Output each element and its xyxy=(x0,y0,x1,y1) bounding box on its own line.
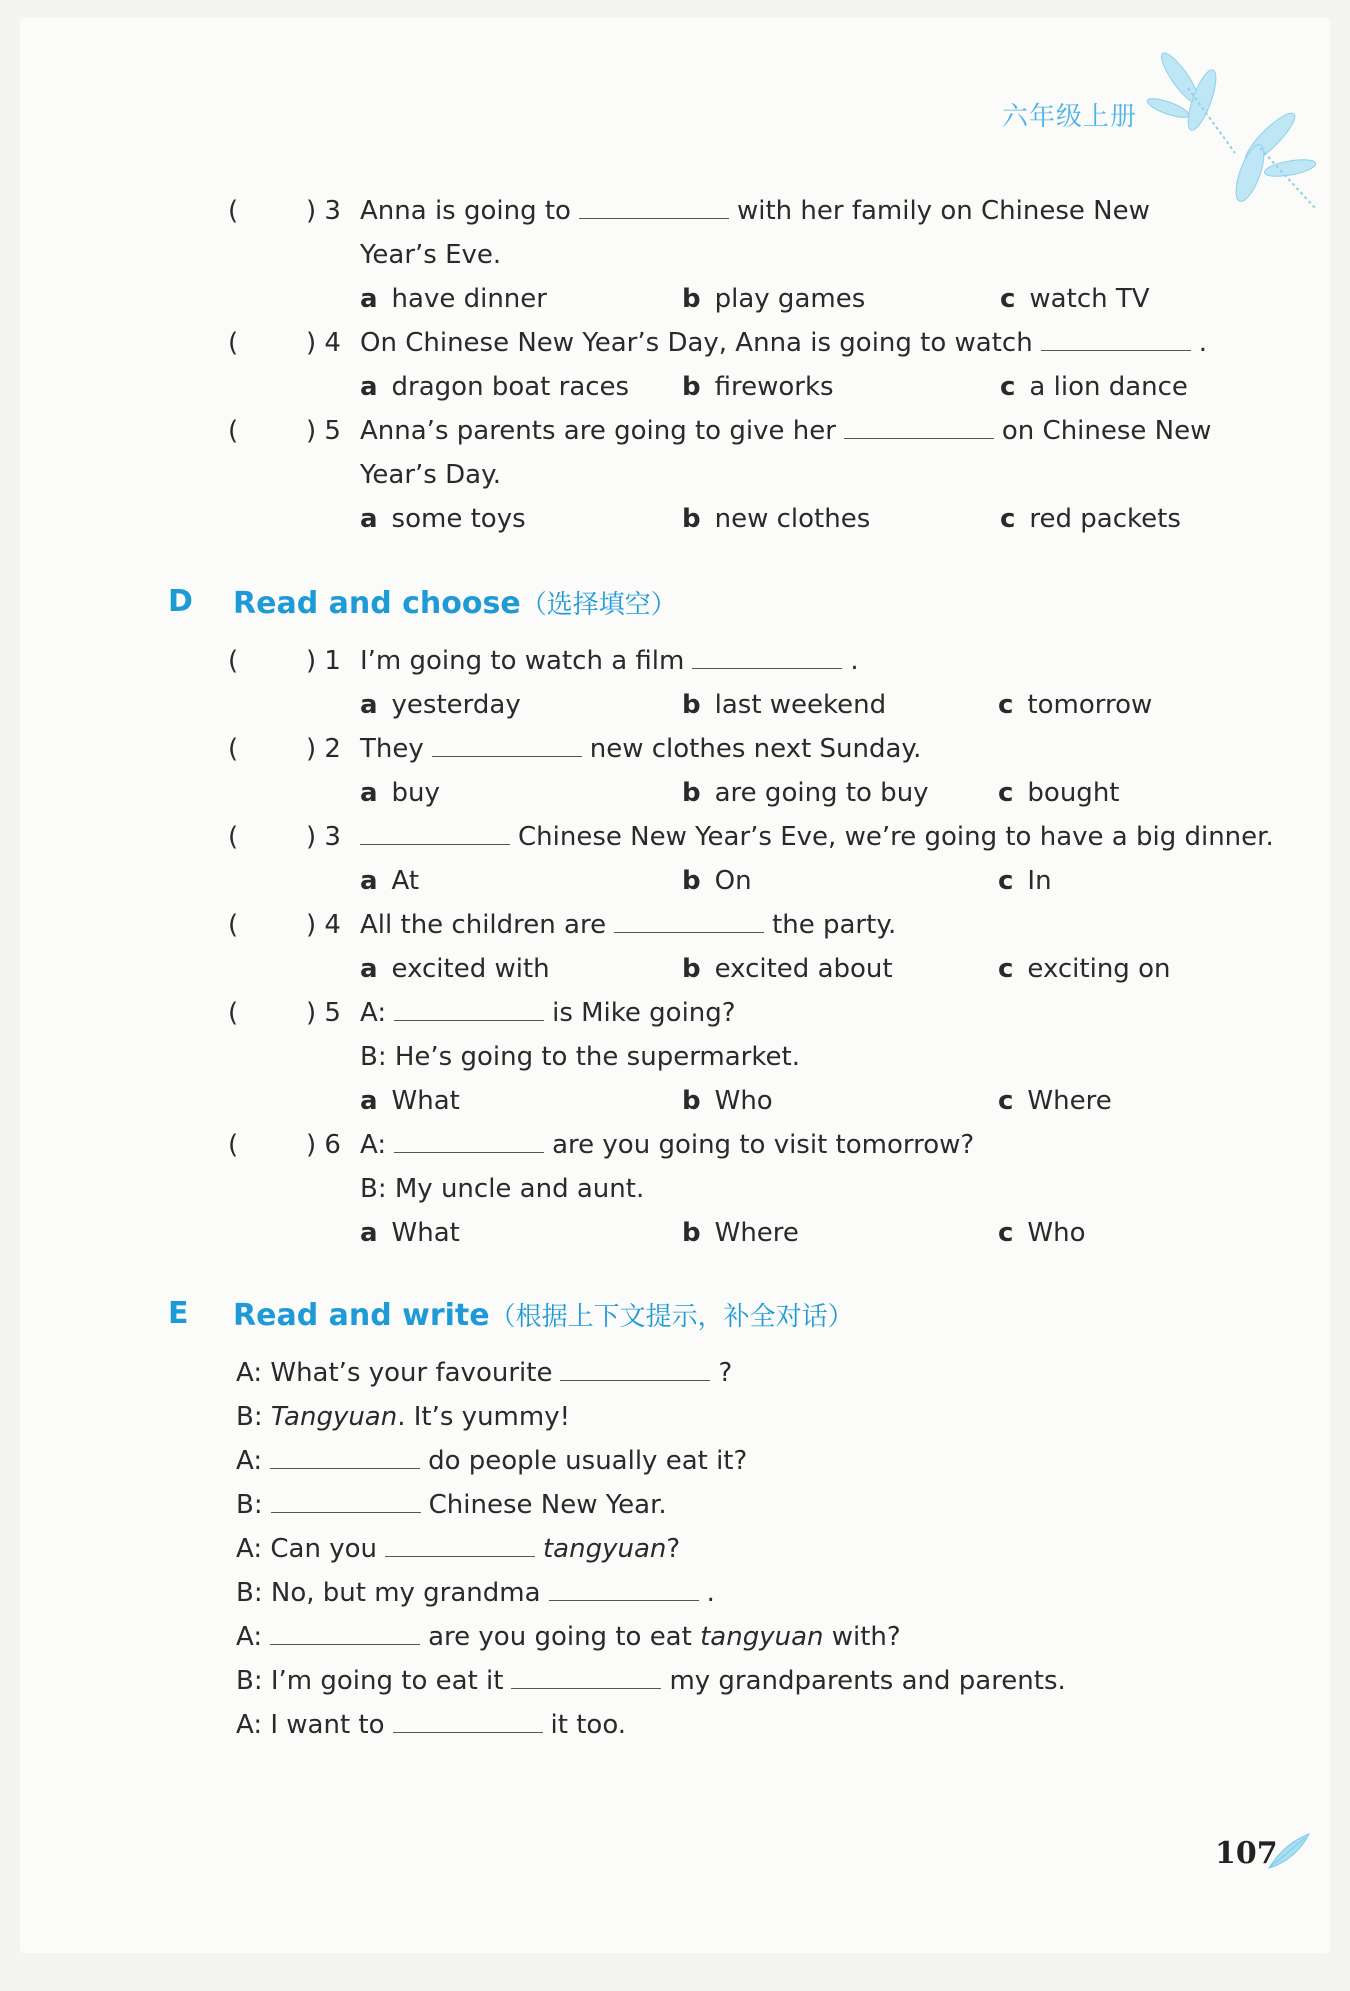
answer-paren-open: ( xyxy=(228,1130,239,1160)
option-c[interactable]: c In xyxy=(998,866,1052,896)
dialogue-line: B: No, but my grandma . xyxy=(236,1578,715,1608)
question-text-continued: Year’s Day. xyxy=(360,460,502,490)
question-number: ) 1 xyxy=(306,646,341,676)
answer-blank[interactable] xyxy=(270,1622,420,1645)
answer-blank[interactable] xyxy=(270,1446,420,1469)
question-number: ) 4 xyxy=(306,328,341,358)
answer-blank[interactable] xyxy=(549,1578,699,1601)
question-text-continued: B: My uncle and aunt. xyxy=(360,1174,645,1204)
option-a[interactable]: a What xyxy=(360,1218,460,1248)
dialogue-line: B: I’m going to eat it my grandparents and parents. xyxy=(236,1666,1066,1696)
option-b[interactable]: b excited about xyxy=(682,954,893,984)
answer-paren-open: ( xyxy=(228,734,239,764)
option-b[interactable]: b are going to buy xyxy=(682,778,929,808)
question-text: Anna’s parents are going to give her on Chinese New xyxy=(360,416,1212,446)
answer-blank[interactable] xyxy=(360,822,510,845)
dialogue-line: A: Can you tangyuan? xyxy=(236,1534,681,1564)
option-b[interactable]: b new clothes xyxy=(682,504,871,534)
question-number: ) 6 xyxy=(306,1130,341,1160)
feather-icon xyxy=(1265,1832,1313,1872)
answer-blank[interactable] xyxy=(394,1130,544,1153)
section-e-letter: E xyxy=(168,1296,189,1331)
section-e-title: Read and write（根据上下文提示，补全对话） xyxy=(233,1298,854,1333)
question-text-continued: B: He’s going to the supermarket. xyxy=(360,1042,800,1072)
question-text: They new clothes next Sunday. xyxy=(360,734,922,764)
answer-blank[interactable] xyxy=(1041,328,1191,351)
answer-paren-open: ( xyxy=(228,822,239,852)
dialogue-line: B: Chinese New Year. xyxy=(236,1490,667,1520)
answer-blank[interactable] xyxy=(271,1490,421,1513)
dialogue-line: B: Tangyuan. It’s yummy! xyxy=(236,1402,571,1432)
option-c[interactable]: c red packets xyxy=(1000,504,1181,534)
question-text: Anna is going to with her family on Chinese New xyxy=(360,196,1150,226)
grade-label: 六年级上册 xyxy=(1002,102,1138,132)
question-text-continued: Year’s Eve. xyxy=(360,240,502,270)
page-number: 107 xyxy=(1215,1836,1278,1871)
answer-blank[interactable] xyxy=(511,1666,661,1689)
question-number: ) 5 xyxy=(306,998,341,1028)
question-number: ) 3 xyxy=(306,822,341,852)
option-b[interactable]: b Who xyxy=(682,1086,773,1116)
answer-blank[interactable] xyxy=(579,196,729,219)
answer-blank[interactable] xyxy=(385,1534,535,1557)
option-c[interactable]: c tomorrow xyxy=(998,690,1153,720)
answer-blank[interactable] xyxy=(560,1358,710,1381)
question-text: A: is Mike going? xyxy=(360,998,736,1028)
option-c[interactable]: c Who xyxy=(998,1218,1086,1248)
question-text: On Chinese New Year’s Day, Anna is going to watch . xyxy=(360,328,1207,358)
answer-paren-open: ( xyxy=(228,910,239,940)
dragonfly-decoration-icon xyxy=(1140,38,1330,238)
answer-blank[interactable] xyxy=(393,1710,543,1733)
option-b[interactable]: b On xyxy=(682,866,752,896)
option-a[interactable]: a What xyxy=(360,1086,460,1116)
question-text: Chinese New Year’s Eve, we’re going to have a big dinner. xyxy=(360,822,1274,852)
answer-paren-open: ( xyxy=(228,416,239,446)
option-a[interactable]: a buy xyxy=(360,778,440,808)
option-a[interactable]: a some toys xyxy=(360,504,526,534)
option-c[interactable]: c a lion dance xyxy=(1000,372,1188,402)
section-d-letter: D xyxy=(168,584,193,619)
option-a[interactable]: a have dinner xyxy=(360,284,547,314)
option-a[interactable]: a dragon boat races xyxy=(360,372,630,402)
worksheet-page xyxy=(20,18,1330,1953)
option-c[interactable]: c exciting on xyxy=(998,954,1171,984)
option-b[interactable]: b play games xyxy=(682,284,866,314)
dialogue-line: A: do people usually eat it? xyxy=(236,1446,748,1476)
option-a[interactable]: a At xyxy=(360,866,420,896)
option-b[interactable]: b Where xyxy=(682,1218,799,1248)
answer-paren-open: ( xyxy=(228,328,239,358)
question-text: All the children are the party. xyxy=(360,910,897,940)
dialogue-line: A: I want to it too. xyxy=(236,1710,627,1740)
answer-blank[interactable] xyxy=(692,646,842,669)
option-c[interactable]: c bought xyxy=(998,778,1120,808)
answer-blank[interactable] xyxy=(432,734,582,757)
option-b[interactable]: b fireworks xyxy=(682,372,834,402)
answer-blank[interactable] xyxy=(614,910,764,933)
question-number: ) 3 xyxy=(306,196,341,226)
option-b[interactable]: b last weekend xyxy=(682,690,887,720)
question-number: ) 5 xyxy=(306,416,341,446)
question-number: ) 2 xyxy=(306,734,341,764)
answer-paren-open: ( xyxy=(228,998,239,1028)
question-text: I’m going to watch a film . xyxy=(360,646,859,676)
answer-paren-open: ( xyxy=(228,646,239,676)
answer-blank[interactable] xyxy=(844,416,994,439)
option-c[interactable]: c Where xyxy=(998,1086,1112,1116)
option-a[interactable]: a excited with xyxy=(360,954,550,984)
option-a[interactable]: a yesterday xyxy=(360,690,521,720)
answer-paren-open: ( xyxy=(228,196,239,226)
option-c[interactable]: c watch TV xyxy=(1000,284,1150,314)
dialogue-line: A: What’s your favourite ? xyxy=(236,1358,733,1388)
question-text: A: are you going to visit tomorrow? xyxy=(360,1130,975,1160)
question-number: ) 4 xyxy=(306,910,341,940)
answer-blank[interactable] xyxy=(394,998,544,1021)
dialogue-line: A: are you going to eat tangyuan with? xyxy=(236,1622,901,1652)
section-d-title: Read and choose（选择填空） xyxy=(233,586,677,621)
